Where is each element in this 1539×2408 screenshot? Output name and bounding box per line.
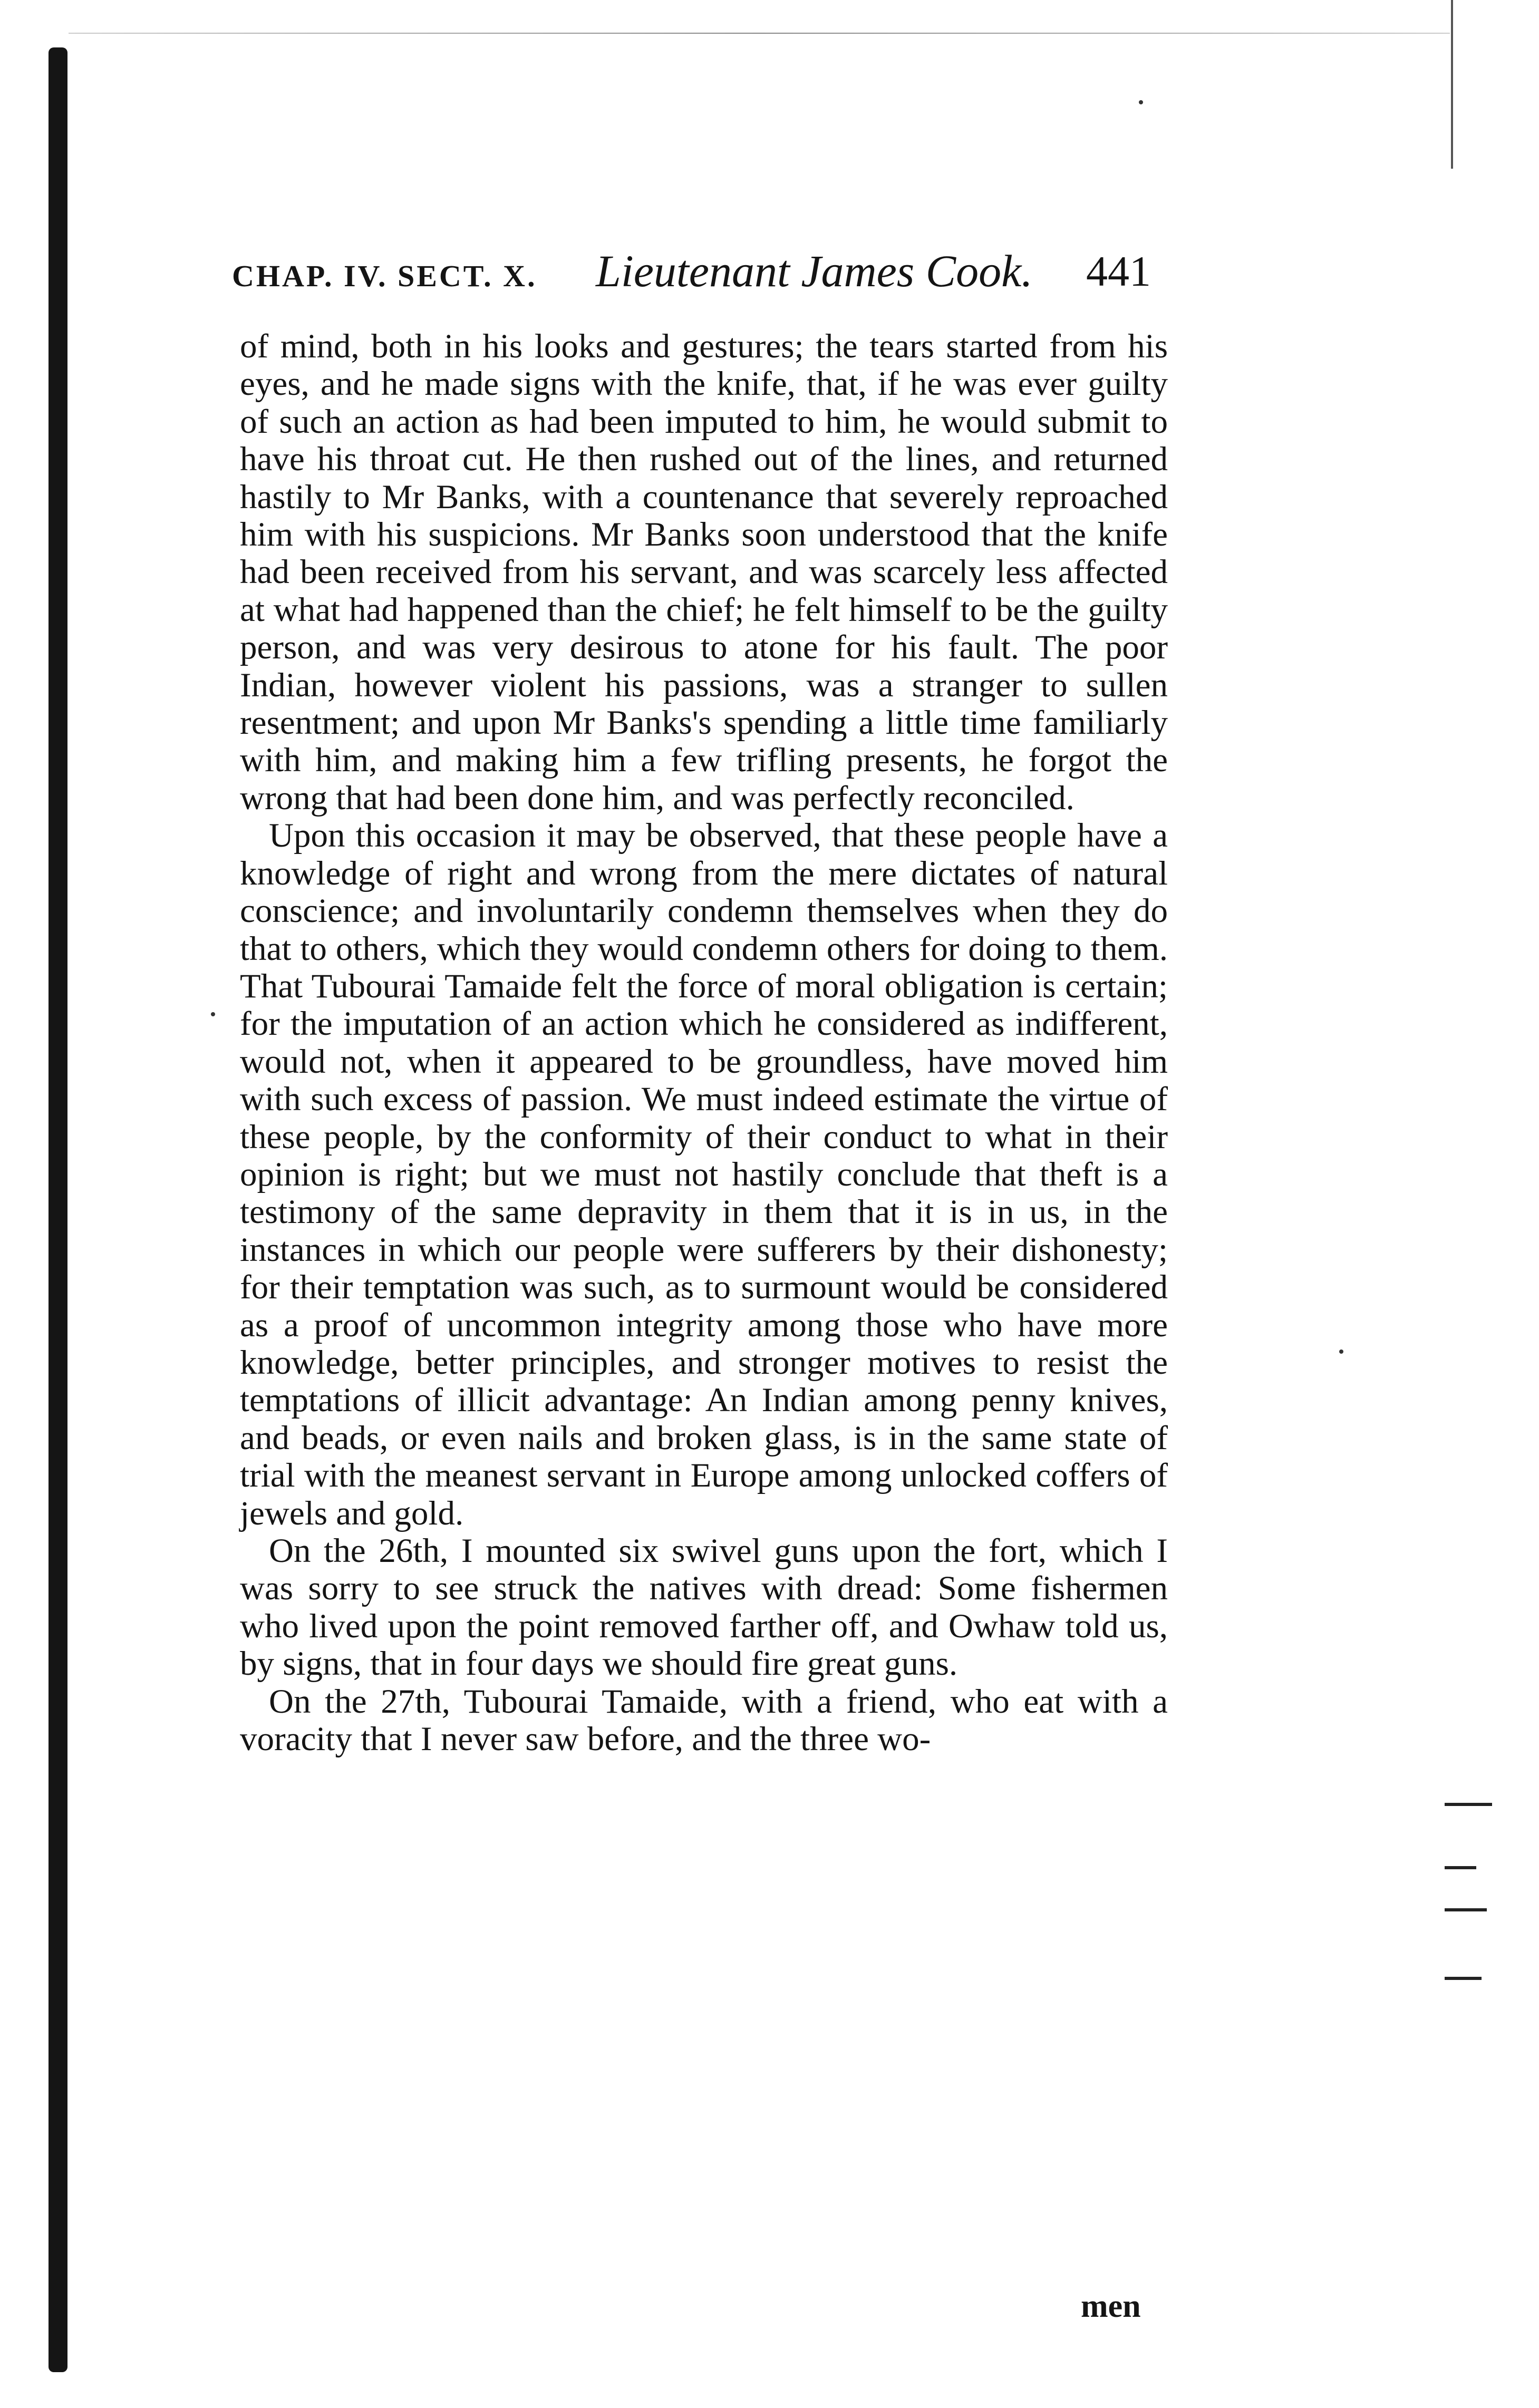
paragraph-1: of mind, both in his looks and gestures; the tears started from his eyes, and he made signs with the knife, that, if he was ever guilty of such an action as had been imputed to him, he would submit to have his throat cut. He then rushed out of the lines, and returned hastily to Mr Banks, with a countenance that severely reproached him with his suspicions. Mr Banks soon understood that the knife had been received from his servant, and was scarcely less affected at what had happened than the chief; he felt himself to be the guilty person, and was very desirous to atone for his fault. The poor Indian, however violent his passions, was a stranger to sullen resentment; and upon Mr Banks's spending a little time familiarly with him, and making him a few trifling presents, he forgot the wrong that had been done him, and was perfectly reconciled. <box>240 327 1168 817</box>
speck <box>1339 1349 1343 1354</box>
binding-edge <box>49 47 67 2372</box>
speck <box>1139 100 1143 104</box>
catchword: men <box>1081 2288 1141 2324</box>
chapter-section: CHAP. IV. SECT. X. <box>232 259 537 293</box>
speck <box>211 1012 215 1016</box>
running-title: Lieutenant James Cook. <box>596 246 1033 296</box>
running-header <box>232 237 1181 311</box>
paragraph-4: On the 27th, Tubourai Tamaide, with a friend, who eat with a voracity that I never saw before, and the three wo- <box>240 1682 1168 1759</box>
margin-marks <box>1445 1803 1497 2066</box>
paragraph-2: Upon this occasion it may be observed, that these people have a knowledge of right and wrong from the mere dictates of natural conscience; and involuntarily condemn themselves when they do that to others, which they would condemn others for doing to them. That Tubourai Tamaide felt the force of moral obligation is certain; for the imputation of an action which he considered as indifferent, would not, when it appeared to be groundless, have moved him with such excess of passion. We must indeed estimate the virtue of these people, by the conformity of their conduct to what in their opinion is right; but we must not hastily conclude that theft is a testimony of the same depravity in them that it is in us, in the instances in which our people were sufferers by their dishonesty; for their temptation was such, as to surmount would be considered as a proof of uncommon integrity among those who have more knowledge, better principles, and stronger motives to resist the temptations of illicit advantage: An Indian among penny knives, and beads, or even nails and broken glass, is in the same state of trial with the meanest servant in Europe among unlocked coffers of jewels and gold. <box>240 817 1168 1532</box>
page-number: 441 <box>1086 247 1151 295</box>
page-top-edge <box>69 33 1450 34</box>
paragraph-3: On the 26th, I mounted six swivel guns upon the fort, which I was sorry to see struck the natives with dread: Some fishermen who lived upon the point removed farther off, and Owhaw told us, by signs, that in four days we should fire great guns. <box>240 1532 1168 1683</box>
page-right-edge <box>1451 0 1453 169</box>
body-text <box>240 328 1168 1758</box>
